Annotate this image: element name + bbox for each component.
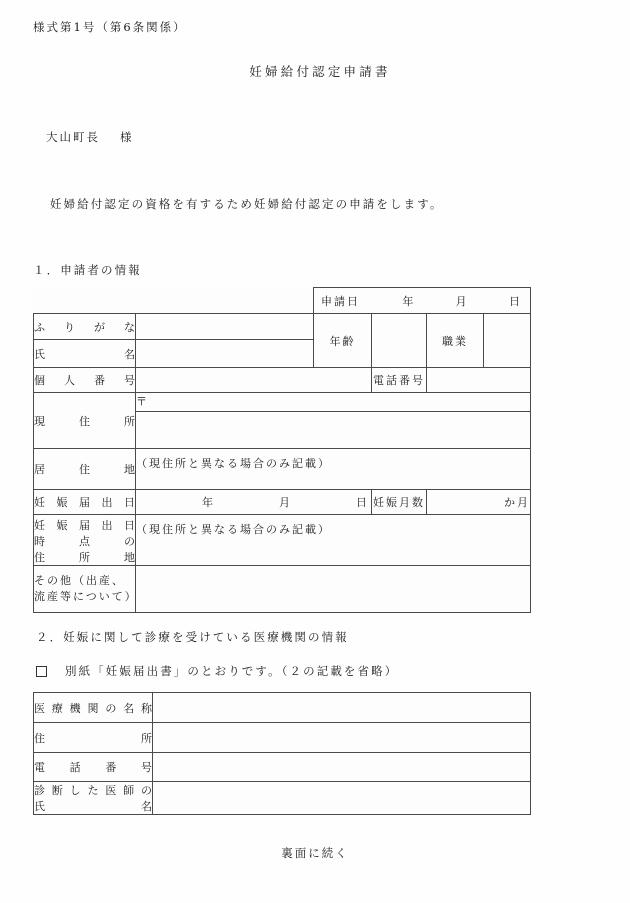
phone-label: 電話番号 xyxy=(372,368,427,393)
phone-input[interactable] xyxy=(427,368,531,393)
residence-note: （現住所と異なる場合のみ記載） xyxy=(136,457,331,470)
residence-label xyxy=(34,449,136,490)
section1-heading: １．申請者の情報 xyxy=(33,263,142,277)
table-row-pregnancy-report-date xyxy=(34,490,531,515)
table-row-institution-name xyxy=(34,693,531,723)
furigana-label-chars: ふ り が な xyxy=(34,320,135,334)
institution-name-label-chars: 医 療 機 関 の 名 称 xyxy=(34,701,152,715)
month-unit: 月 xyxy=(455,294,467,308)
spacer-cell xyxy=(34,288,136,314)
table-row-address-at-report xyxy=(34,515,531,566)
table-row-furigana xyxy=(34,314,531,340)
table-row-other xyxy=(34,566,531,613)
address-at-report-label-line3: 住 所 地 xyxy=(34,551,135,564)
pregnancy-report-date-input[interactable] xyxy=(136,490,372,515)
name-label xyxy=(34,340,136,368)
table-row-institution-phone xyxy=(34,753,531,782)
pregnancy-months-label: 妊娠月数 xyxy=(372,490,427,515)
postal-code-input[interactable] xyxy=(136,393,531,412)
name-label-chars: 氏 名 xyxy=(34,347,135,361)
spacer-cell xyxy=(136,288,314,314)
institution-address-label xyxy=(34,723,153,753)
addressee xyxy=(46,129,134,145)
age-input[interactable] xyxy=(372,314,427,368)
page-title: 妊婦給付認定申請書 xyxy=(249,64,391,79)
my-number-label-chars: 個 人 番 号 xyxy=(34,374,135,387)
table-row-residence xyxy=(34,449,531,490)
medical-institution-table xyxy=(33,692,531,815)
application-date-cell[interactable] xyxy=(314,288,531,314)
checkbox-icon[interactable] xyxy=(36,666,47,677)
attachment-checkbox-row[interactable] xyxy=(36,663,398,679)
institution-address-input[interactable] xyxy=(153,723,531,753)
day-unit: 日 xyxy=(508,294,520,308)
address-at-report-label-line1: 妊 娠 届 出 日 xyxy=(34,519,135,532)
continuation-note: 裏面に続く xyxy=(281,846,349,860)
table-row-institution-address xyxy=(34,723,531,753)
year-unit: 年 xyxy=(402,294,414,308)
table-row-doctor-name xyxy=(34,782,531,815)
current-address-label-chars: 現 住 所 xyxy=(34,414,135,428)
residence-label-chars: 居 住 地 xyxy=(34,463,135,476)
doctor-name-label-line2: 氏 名 xyxy=(34,800,152,813)
institution-name-label xyxy=(34,693,153,723)
section2-heading: ２．妊娠に関して診療を受けている医療機関の情報 xyxy=(36,630,349,644)
months-unit: か月 xyxy=(504,496,530,509)
doctor-name-input[interactable] xyxy=(153,782,531,815)
current-address-input[interactable] xyxy=(136,412,531,449)
address-at-report-label xyxy=(34,515,136,566)
table-row-my-number xyxy=(34,368,531,393)
postal-mark-icon: 〒 xyxy=(136,395,149,408)
form-code: 様式第1号（第6条関係） xyxy=(33,20,187,34)
application-date-line xyxy=(314,288,530,313)
my-number-input[interactable] xyxy=(136,368,372,393)
address-at-report-label-line2: 時 点 の xyxy=(34,535,135,548)
furigana-input[interactable] xyxy=(136,314,314,340)
doctor-name-label xyxy=(34,782,153,815)
month-unit: 月 xyxy=(279,496,290,509)
institution-phone-label xyxy=(34,753,153,782)
other-label: その他（出産、流産等について） xyxy=(34,566,136,613)
occupation-input[interactable] xyxy=(484,314,531,368)
occupation-label: 職業 xyxy=(427,314,484,368)
institution-phone-input[interactable] xyxy=(153,753,531,782)
year-unit: 年 xyxy=(202,496,213,509)
current-address-label xyxy=(34,393,136,449)
institution-name-input[interactable] xyxy=(153,693,531,723)
doctor-name-label-line1: 診 断 し た 医 師 の xyxy=(34,784,152,797)
name-input[interactable] xyxy=(136,340,314,368)
furigana-label xyxy=(34,314,136,340)
table-row-current-address xyxy=(34,393,531,412)
application-statement: 妊婦給付認定の資格を有するため妊婦給付認定の申請をします。 xyxy=(50,197,444,211)
age-label: 年齢 xyxy=(314,314,372,368)
table-row-application-date xyxy=(34,288,531,314)
residence-input[interactable] xyxy=(136,449,531,490)
my-number-label xyxy=(34,368,136,393)
attachment-checkbox-label: 別紙「妊娠届出書」のとおりです。（２の記載を省略） xyxy=(65,664,399,678)
pregnancy-months-input[interactable] xyxy=(427,490,531,515)
institution-address-label-chars: 住 所 xyxy=(34,731,152,745)
addressee-name: 大山町長 xyxy=(46,130,100,144)
address-at-report-note: （現住所と異なる場合のみ記載） xyxy=(136,523,331,536)
application-date-label: 申請日 xyxy=(321,294,360,308)
day-unit: 日 xyxy=(356,496,367,509)
applicant-info-table xyxy=(33,287,531,613)
address-at-report-input[interactable] xyxy=(136,515,531,566)
pregnancy-report-date-label xyxy=(34,490,136,515)
pregnancy-report-date-label-chars: 妊 娠 届 出 日 xyxy=(34,496,135,509)
institution-phone-label-chars: 電 話 番 号 xyxy=(34,761,152,774)
pregnancy-date-line xyxy=(136,494,371,510)
addressee-honorific: 様 xyxy=(120,130,134,144)
other-input[interactable] xyxy=(136,566,531,613)
